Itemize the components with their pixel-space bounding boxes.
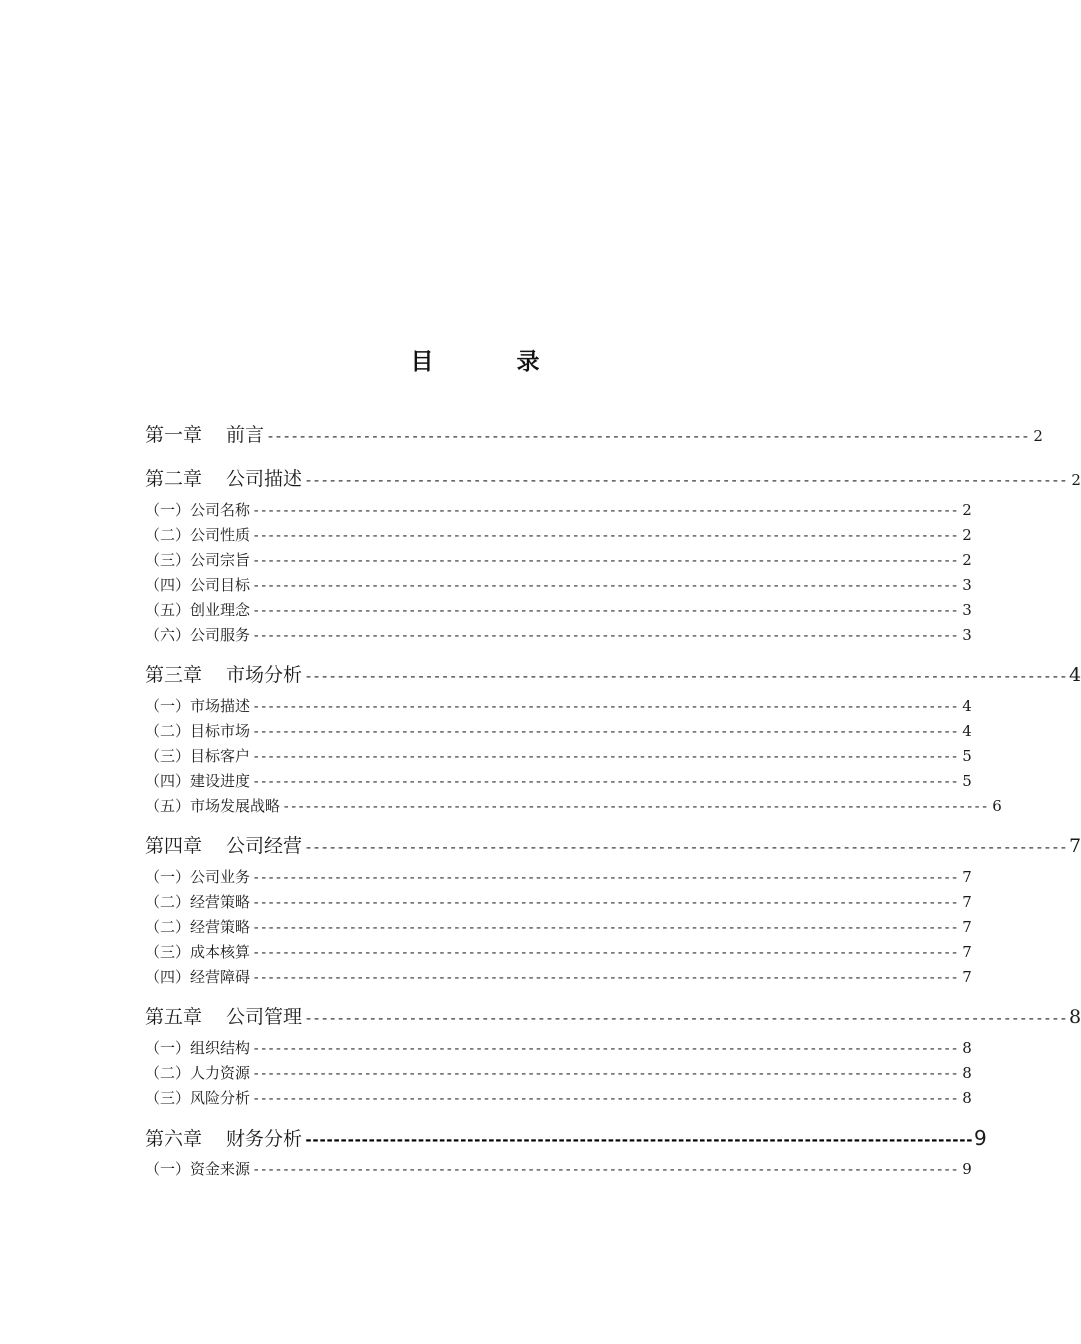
toc-entry-label	[145, 1157, 250, 1182]
toc-page-number: 7	[962, 918, 972, 936]
toc-entry-title: 市场分析	[226, 664, 303, 686]
toc-entry-title: 公司经营	[226, 835, 303, 857]
toc-chapter-number: 第三章	[145, 664, 203, 686]
toc-page-number: 8	[1068, 1006, 1081, 1028]
toc-entry-label	[145, 1000, 302, 1034]
toc-dot-leader: -----------------------------------------------------------------------------------------------	[304, 1009, 1067, 1027]
toc-dot-leader: -----------------------------------------------------------------------------------------------	[252, 895, 958, 911]
toc-chapter-number: 第六章	[145, 1128, 203, 1150]
toc-dot-leader: -----------------------------------------------------------------------------------------------	[282, 799, 988, 815]
toc-entry-title: （一）公司业务	[145, 868, 251, 886]
toc-entry-title: （二）公司性质	[145, 526, 251, 544]
toc-page-number: 2	[962, 501, 972, 519]
toc-entry-label	[145, 573, 250, 598]
table-of-contents	[145, 418, 1081, 1182]
toc-entry-label	[145, 915, 250, 940]
toc-entry-title: 财务分析	[226, 1128, 303, 1150]
toc-section-entry[interactable]	[145, 548, 972, 573]
toc-entry-title: （三）目标客户	[145, 747, 251, 765]
toc-dot-leader: -----------------------------------------------------------------------------------------------	[304, 1131, 972, 1149]
toc-entry-label	[145, 498, 250, 523]
toc-entry-title: （二）经营策略	[145, 893, 251, 911]
toc-chapter-entry[interactable]	[145, 829, 1081, 863]
toc-entry-label	[145, 658, 302, 692]
toc-section-entry[interactable]	[145, 769, 972, 794]
toc-dot-leader: -----------------------------------------------------------------------------------------------	[304, 667, 1067, 685]
toc-entry-title: （一）资金来源	[145, 1160, 251, 1178]
toc-section-entry[interactable]	[145, 865, 972, 890]
toc-dot-leader: -----------------------------------------------------------------------------------------------	[252, 920, 958, 936]
toc-dot-leader: -----------------------------------------------------------------------------------------------	[304, 471, 1067, 489]
toc-section-entry[interactable]	[145, 940, 972, 965]
toc-page-number: 5	[962, 772, 972, 790]
toc-dot-leader: -----------------------------------------------------------------------------------------------	[252, 1066, 958, 1082]
toc-dot-leader: -----------------------------------------------------------------------------------------------	[252, 970, 958, 986]
toc-page-number: 8	[962, 1064, 972, 1082]
toc-section-entry[interactable]	[145, 965, 972, 990]
toc-entry-label	[145, 890, 250, 915]
toc-entry-label	[145, 598, 250, 623]
toc-section-entry[interactable]	[145, 794, 1002, 819]
toc-entry-label	[145, 719, 250, 744]
toc-page-number: 7	[962, 968, 972, 986]
toc-section-entry[interactable]	[145, 719, 972, 744]
toc-chapter-entry[interactable]	[145, 1000, 1081, 1034]
toc-entry-label	[145, 794, 280, 819]
toc-page-number: 9	[962, 1160, 972, 1178]
toc-section-entry[interactable]	[145, 523, 972, 548]
toc-dot-leader: -----------------------------------------------------------------------------------------------	[252, 724, 958, 740]
toc-entry-title: （二）人力资源	[145, 1064, 251, 1082]
toc-entry-title: 公司描述	[226, 468, 303, 490]
toc-entry-label	[145, 744, 250, 769]
toc-dot-leader: -----------------------------------------------------------------------------------------------	[252, 528, 958, 544]
toc-entry-label	[145, 769, 250, 794]
toc-page-number: 8	[962, 1089, 972, 1107]
toc-section-entry[interactable]	[145, 694, 972, 719]
toc-entry-title: （五）市场发展战略	[145, 797, 281, 815]
toc-page-number: 6	[992, 797, 1002, 815]
toc-entry-label	[145, 1086, 250, 1111]
toc-page-number: 3	[962, 601, 972, 619]
toc-dot-leader: -----------------------------------------------------------------------------------------------	[304, 838, 1067, 856]
toc-dot-leader: -----------------------------------------------------------------------------------------------	[252, 1162, 958, 1178]
toc-entry-label	[145, 548, 250, 573]
toc-section-entry[interactable]	[145, 915, 972, 940]
toc-chapter-number: 第五章	[145, 1006, 203, 1028]
toc-page-number: 8	[962, 1039, 972, 1057]
toc-chapter-entry[interactable]	[145, 658, 1081, 692]
toc-entry-title: （三）成本核算	[145, 943, 251, 961]
toc-entry-title: （六）公司服务	[145, 626, 251, 644]
toc-entry-title: （二）目标市场	[145, 722, 251, 740]
toc-section-entry[interactable]	[145, 1157, 972, 1182]
toc-chapter-number: 第一章	[145, 424, 203, 446]
toc-page-number: 7	[962, 943, 972, 961]
toc-chapter-number: 第二章	[145, 468, 203, 490]
toc-entry-label	[145, 1061, 250, 1086]
toc-entry-label	[145, 965, 250, 990]
toc-entry-label	[145, 940, 250, 965]
toc-entry-label	[145, 1122, 302, 1156]
toc-page-number: 4	[962, 722, 972, 740]
toc-page-number: 2	[1033, 427, 1043, 445]
toc-entry-title: （一）市场描述	[145, 697, 251, 715]
toc-page-number: 2	[1071, 471, 1081, 489]
toc-entry-label	[145, 694, 250, 719]
toc-dot-leader: -----------------------------------------------------------------------------------------------	[252, 578, 958, 594]
toc-page-number: 7	[962, 868, 972, 886]
toc-entry-label	[145, 1036, 250, 1061]
toc-dot-leader: -----------------------------------------------------------------------------------------------	[252, 603, 958, 619]
toc-chapter-entry[interactable]	[145, 418, 1043, 452]
toc-dot-leader: -----------------------------------------------------------------------------------------------	[252, 553, 958, 569]
toc-entry-title: （四）公司目标	[145, 576, 251, 594]
toc-entry-title: 前言	[226, 424, 265, 446]
toc-title: 目 录	[410, 348, 570, 375]
toc-chapter-number: 第四章	[145, 835, 203, 857]
toc-entry-label	[145, 829, 302, 863]
toc-section-entry[interactable]	[145, 598, 972, 623]
toc-dot-leader: -----------------------------------------------------------------------------------------------	[252, 503, 958, 519]
toc-chapter-entry[interactable]	[145, 462, 1081, 496]
toc-page-number: 5	[962, 747, 972, 765]
toc-page-number: 7	[962, 893, 972, 911]
toc-page-number: 9	[973, 1126, 987, 1150]
toc-dot-leader: -----------------------------------------------------------------------------------------------	[252, 1041, 958, 1057]
toc-section-entry[interactable]	[145, 623, 972, 648]
toc-entry-title: （一）公司名称	[145, 501, 251, 519]
toc-page-number: 4	[962, 697, 972, 715]
toc-entry-title: （三）公司宗旨	[145, 551, 251, 569]
toc-page-number: 3	[962, 576, 972, 594]
toc-entry-title: （四）建设进度	[145, 772, 251, 790]
toc-page-number: 2	[962, 526, 972, 544]
toc-dot-leader: -----------------------------------------------------------------------------------------------	[252, 699, 958, 715]
toc-page-number: 2	[962, 551, 972, 569]
toc-section-entry[interactable]	[145, 1036, 972, 1061]
toc-page-number: 3	[962, 626, 972, 644]
toc-section-entry[interactable]	[145, 1086, 972, 1111]
toc-entry-label	[145, 418, 264, 452]
toc-dot-leader: -----------------------------------------------------------------------------------------------	[252, 870, 958, 886]
toc-entry-title: （三）风险分析	[145, 1089, 251, 1107]
toc-chapter-entry[interactable]	[145, 1121, 987, 1155]
toc-section-entry[interactable]	[145, 744, 972, 769]
toc-page-number: 4	[1068, 664, 1081, 686]
toc-section-entry[interactable]	[145, 498, 972, 523]
toc-entry-title: （二）经营策略	[145, 918, 251, 936]
toc-page-number: 7	[1068, 835, 1081, 857]
toc-entry-title: 公司管理	[226, 1006, 303, 1028]
toc-entry-label	[145, 462, 302, 496]
toc-section-entry[interactable]	[145, 573, 972, 598]
toc-section-entry[interactable]	[145, 890, 972, 915]
toc-entry-title: （一）组织结构	[145, 1039, 251, 1057]
toc-dot-leader: -----------------------------------------------------------------------------------------------	[252, 1091, 958, 1107]
toc-dot-leader: -----------------------------------------------------------------------------------------------	[252, 628, 958, 644]
toc-dot-leader: -----------------------------------------------------------------------------------------------	[252, 774, 958, 790]
toc-dot-leader: -----------------------------------------------------------------------------------------------	[252, 945, 958, 961]
toc-dot-leader: -----------------------------------------------------------------------------------------------	[252, 749, 958, 765]
toc-entry-label	[145, 623, 250, 648]
toc-entry-label	[145, 523, 250, 548]
toc-entry-title: （四）经营障碍	[145, 968, 251, 986]
toc-entry-label	[145, 865, 250, 890]
toc-entry-title: （五）创业理念	[145, 601, 251, 619]
toc-section-entry[interactable]	[145, 1061, 972, 1086]
toc-dot-leader: -----------------------------------------------------------------------------------------------	[266, 427, 1029, 445]
